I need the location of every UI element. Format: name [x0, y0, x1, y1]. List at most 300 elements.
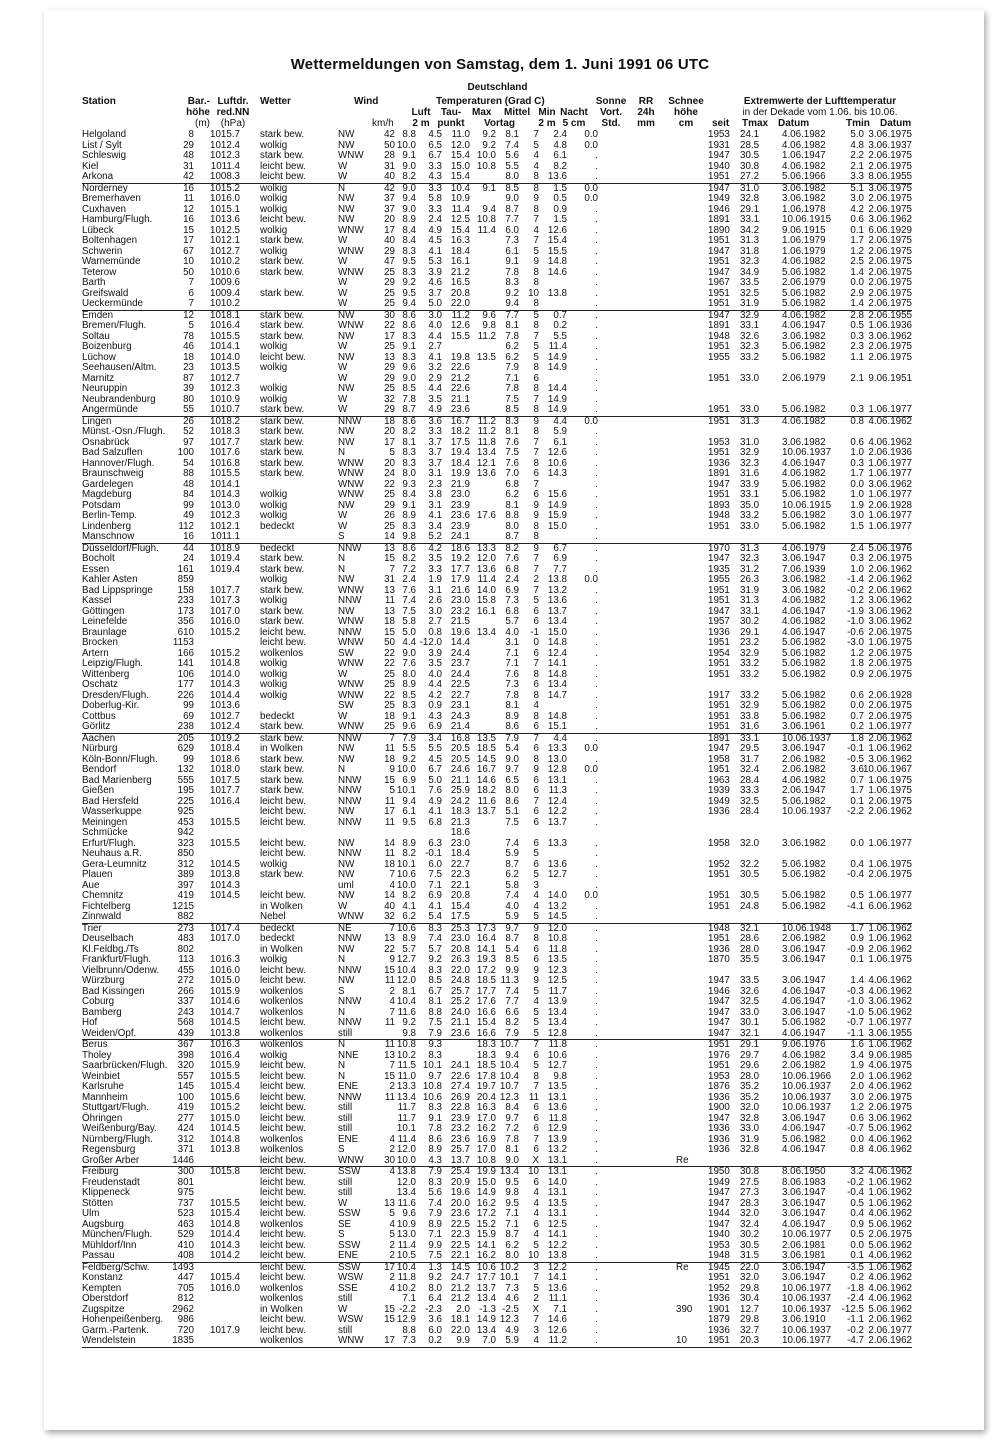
- cell-temp-mean: 14.1: [476, 1239, 496, 1251]
- table-row: [82, 807, 912, 818]
- cell-station: Boizenburg: [82, 341, 132, 352]
- cell-wind-speed: 11: [384, 743, 395, 754]
- cell-temp-air: 11.0: [397, 1070, 416, 1082]
- cell-temp-night: 7: [533, 235, 539, 246]
- cell-sunshine: 13.7: [547, 605, 567, 617]
- cell-temp-min: 6.2: [505, 341, 519, 352]
- cell-temp-max: 17.7: [450, 563, 470, 575]
- cell-rain: .: [595, 277, 598, 288]
- cell-temp-night: 9: [533, 415, 539, 427]
- cell-wind-speed: 29: [384, 372, 395, 384]
- cell-station: Lüchow: [82, 351, 116, 363]
- cell-weather: leicht bew.: [260, 1187, 306, 1198]
- cell-record-tmax-date: 1.06.1979: [782, 235, 826, 246]
- cell-record-tmax: 35.5: [740, 954, 760, 965]
- cell-temp-min: 7.3: [505, 679, 519, 690]
- cell-temp-night: 4: [533, 996, 539, 1007]
- cell-wind-speed: 30: [384, 1154, 395, 1166]
- cell-record-tmax-date: 5.06.1966: [782, 171, 826, 182]
- cell-temp-min: 6.2: [505, 351, 519, 363]
- cell-record-since: 1891: [708, 732, 730, 744]
- cell-record-tmin-date: 2.06.1962: [868, 1314, 912, 1325]
- cell-temp-night: 6: [533, 721, 539, 732]
- cell-wind-dir: N: [338, 447, 346, 458]
- cell-height: 367: [177, 1039, 194, 1050]
- cell-record-since: 1951: [708, 710, 730, 722]
- cell-temp-night: 5: [533, 1239, 539, 1251]
- cell-record-since: 1951: [708, 764, 730, 775]
- cell-wind-dir: WNW: [338, 150, 364, 161]
- table-row: [82, 417, 912, 428]
- cell-station: Emden: [82, 309, 114, 321]
- cell-height: 273: [177, 922, 194, 934]
- cell-record-tmin-date: 2.06.1975: [868, 351, 912, 363]
- cell-temp-air: 10.0: [396, 879, 416, 891]
- cell-wind-speed: 11: [384, 975, 395, 986]
- cell-weather: wolkig: [260, 383, 288, 394]
- cell-station: Cottbus: [82, 710, 116, 722]
- header-snow-line1: Schnee: [668, 96, 704, 107]
- cell-temp-night: 6: [533, 774, 539, 786]
- cell-wind-speed: 11: [384, 1039, 395, 1050]
- cell-dewpoint: 5.3: [428, 256, 442, 267]
- cell-temp-air: 9.5: [402, 287, 416, 299]
- cell-record-tmax: 32.5: [740, 287, 760, 299]
- cell-record-tmax: 33.3: [740, 785, 760, 796]
- cell-height: 557: [177, 1070, 194, 1082]
- cell-record-tmax-date: 5.06.1982: [782, 668, 826, 680]
- cell-record-since: 1947: [708, 1187, 730, 1198]
- cell-temp-min: 8.2: [505, 1017, 519, 1028]
- cell-sunshine: 13.1: [547, 1091, 567, 1103]
- cell-weather: leicht bew.: [260, 1102, 306, 1113]
- cell-temp-min: 8.7: [505, 933, 519, 944]
- cell-record-since: 1946: [708, 203, 730, 215]
- cell-rain: .: [595, 922, 598, 934]
- cell-wind-dir: NNW: [338, 595, 362, 606]
- cell-rain: .: [595, 245, 598, 257]
- cell-record-tmin: 2.9: [850, 287, 864, 299]
- cell-record-tmin: 1.4: [850, 975, 864, 986]
- cell-temp-air: 13.0: [396, 1229, 416, 1240]
- cell-record-tmin-date: 5.06.1962: [868, 1239, 912, 1251]
- cell-rain: .: [595, 985, 598, 997]
- cell-pressure: 1018.3: [210, 426, 240, 437]
- cell-record-tmin-date: 3.06.1962: [868, 478, 912, 490]
- cell-record-tmax: 30.5: [740, 890, 760, 901]
- cell-wind-dir: NW: [338, 203, 355, 215]
- cell-record-tmax-date: 5.06.1982: [782, 900, 826, 912]
- cell-record-tmax: 20.3: [740, 1335, 760, 1346]
- header-wind: Wind: [354, 96, 379, 107]
- cell-temp-night: 8: [533, 426, 539, 437]
- cell-weather: wolkig: [260, 193, 288, 204]
- cell-record-tmax: 30.2: [740, 1229, 760, 1240]
- cell-sunshine: 6.9: [553, 553, 567, 564]
- cell-station: Dresden/Flugh.: [82, 689, 149, 701]
- cell-record-tmax: 28.0: [740, 943, 760, 955]
- cell-temp-min: 7.9: [505, 1027, 519, 1039]
- cell-record-since: 1940: [708, 160, 730, 172]
- cell-dewpoint: 3.4: [428, 732, 442, 744]
- table-row: [82, 1029, 912, 1040]
- cell-temp-night: 7: [533, 553, 539, 564]
- cell-record-tmin-date: 4.06.1962: [868, 436, 912, 448]
- cell-rain: .: [595, 489, 598, 500]
- cell-dewpoint: 3.4: [428, 520, 442, 532]
- cell-temp-min: 7.4: [505, 890, 519, 901]
- cell-rain: .: [595, 996, 598, 1007]
- cell-temp-air: 5.0: [402, 626, 416, 638]
- cell-wind-dir: NW: [338, 214, 355, 225]
- cell-record-since: 1931: [708, 139, 730, 151]
- cell-dewpoint: 7.6: [428, 785, 442, 796]
- cell-height: 356: [177, 616, 194, 627]
- cell-temp-night: 4: [533, 1335, 539, 1346]
- cell-record-tmin: 0.3: [850, 404, 864, 415]
- cell-weather: leicht bew.: [260, 1091, 306, 1103]
- cell-wind-dir: W: [338, 510, 348, 521]
- cell-sunshine: 4.4: [553, 732, 567, 744]
- cell-record-tmin: 3.6: [850, 764, 864, 775]
- cell-temp-mean: 17.2: [476, 1208, 496, 1219]
- table-row: [82, 448, 912, 459]
- cell-station: Bad Salzuflen: [82, 447, 143, 458]
- cell-temp-night: 8: [533, 362, 539, 373]
- cell-height: 15: [183, 224, 194, 236]
- cell-temp-max: 19.9: [450, 468, 470, 479]
- cell-temp-max: 15.4: [450, 150, 470, 161]
- cell-wind-dir: N: [338, 553, 346, 564]
- cell-temp-min: 9.5: [505, 1197, 519, 1209]
- cell-temp-night: 6: [533, 1176, 539, 1188]
- cell-record-tmax-date: 2.06.1982: [782, 1060, 826, 1071]
- cell-temp-mean: 17.0: [476, 1112, 496, 1124]
- cell-temp-max: 22.1: [450, 1250, 470, 1261]
- cell-record-since: 1951: [708, 900, 730, 912]
- cell-station: Hannover/Flugh.: [82, 457, 155, 469]
- cell-record-tmin: 0.9: [850, 668, 864, 680]
- cell-record-tmin-date: 3.06.1955: [868, 1027, 912, 1039]
- cell-pressure: 1015.2: [210, 1102, 240, 1113]
- cell-rain: .: [595, 404, 598, 415]
- cell-wind-speed: 29: [384, 404, 395, 415]
- cell-temp-night: 4: [533, 224, 539, 236]
- cell-weather: leicht bew.: [260, 816, 306, 828]
- header-previous-day: Vortag: [484, 118, 515, 129]
- cell-temp-min: 7.1: [505, 658, 519, 669]
- cell-pressure: 1016.4: [210, 1049, 240, 1061]
- cell-height: 882: [177, 911, 194, 922]
- cell-temp-air: 8.3: [402, 700, 416, 711]
- cell-dewpoint: 4.0: [428, 668, 442, 680]
- cell-pressure: 1019.2: [210, 732, 240, 744]
- cell-station: Klippeneck: [82, 1187, 130, 1198]
- cell-temp-max: 20.5: [450, 753, 470, 765]
- cell-record-tmin-date: 1.06.1977: [868, 721, 912, 732]
- cell-sunshine: 14.3: [547, 468, 567, 479]
- cell-temp-air: 9.1: [402, 341, 416, 352]
- cell-temp-max: 18.4: [450, 457, 470, 469]
- cell-sunshine: 13.8: [547, 574, 567, 585]
- cell-temp-air: 11.7: [397, 1112, 416, 1124]
- table-row: [82, 818, 912, 829]
- cell-record-since: 1953: [708, 1239, 730, 1251]
- cell-record-tmin-date: 1.06.1962: [868, 1039, 912, 1050]
- cell-temp-air: 13.3: [396, 1081, 416, 1092]
- cell-temp-air: 8.6: [402, 320, 416, 331]
- cell-height: 141: [177, 658, 194, 669]
- cell-pressure: 1016.8: [210, 457, 240, 469]
- cell-height: 11: [183, 193, 194, 204]
- cell-pressure: 1015.8: [210, 1166, 240, 1177]
- cell-temp-min: 7.7: [505, 214, 519, 225]
- cell-pressure: 1012.1: [210, 520, 240, 532]
- cell-rain: .: [595, 732, 598, 744]
- cell-temp-night: 6: [533, 489, 539, 500]
- cell-temp-mean: 14.0: [476, 584, 496, 596]
- cell-temp-mean: 10.8: [476, 160, 496, 172]
- cell-pressure: 1012.5: [210, 224, 240, 236]
- cell-record-tmax: 26.3: [740, 574, 760, 585]
- cell-dewpoint: 3.3: [428, 182, 442, 194]
- cell-pressure: 1015.2: [210, 626, 240, 638]
- cell-temp-mean: 18.5: [476, 975, 496, 986]
- cell-temp-mean: 16.7: [476, 764, 496, 775]
- cell-sunshine: 4.4: [553, 415, 567, 427]
- cell-dewpoint: 7.9: [428, 1208, 442, 1219]
- cell-record-tmax-date: 3.06.1982: [782, 584, 826, 596]
- cell-height: 226: [177, 689, 194, 701]
- cell-sunshine: 10.6: [547, 457, 567, 469]
- cell-weather: stark bew.: [260, 150, 305, 161]
- region-group: [82, 184, 912, 311]
- cell-rain: .: [595, 721, 598, 732]
- cell-height: 225: [177, 795, 194, 807]
- cell-record-tmin-date: 3.06.1962: [868, 330, 912, 342]
- cell-temp-min: 5.5: [505, 160, 519, 172]
- cell-height: 44: [183, 542, 194, 554]
- cell-weather: wolkig: [260, 574, 288, 585]
- cell-weather: leicht bew.: [260, 1166, 306, 1177]
- cell-dewpoint: 2.3: [428, 478, 442, 490]
- cell-record-tmax-date: 7.06.1939: [782, 563, 826, 575]
- cell-temp-mean: 11.6: [477, 795, 496, 807]
- cell-sunshine: 13.8: [547, 287, 567, 299]
- cell-temp-max: 23.6: [450, 1133, 470, 1145]
- cell-wind-speed: 40: [384, 235, 395, 246]
- cell-station: Mühldorf/Inn: [82, 1239, 137, 1251]
- cell-wind-speed: 14: [384, 890, 395, 901]
- cell-record-tmax-date: 9.06.1915: [782, 224, 826, 236]
- cell-station: Lingen: [82, 415, 112, 427]
- cell-height: 453: [177, 816, 194, 828]
- cell-record-since: 1951: [708, 235, 730, 246]
- cell-weather: wolkenlos: [260, 1293, 304, 1304]
- cell-temp-min: 8.7: [505, 203, 519, 215]
- cell-temp-min: 7.6: [505, 553, 519, 564]
- cell-wind-speed: 22: [384, 320, 395, 331]
- cell-record-tmax: 28.4: [740, 806, 760, 817]
- cell-height: 78: [183, 330, 194, 342]
- table-row: [82, 1061, 912, 1072]
- cell-temp-air: 9.5: [402, 816, 416, 828]
- cell-temp-mean: 9.6: [482, 309, 496, 321]
- cell-rain: .: [595, 171, 598, 182]
- cell-temp-mean: 16.6: [476, 1027, 496, 1039]
- cell-record-since: 1951: [708, 415, 730, 427]
- cell-weather: bedeckt: [260, 710, 295, 722]
- cell-height: 7: [188, 277, 194, 288]
- cell-station: Ueckermünde: [82, 298, 143, 309]
- cell-wind-dir: NW: [338, 837, 355, 849]
- cell-record-tmin: 0.5: [850, 1197, 864, 1209]
- cell-temp-max: 24.7: [450, 1272, 470, 1283]
- cell-record-tmax-date: 3.06.1947: [782, 1187, 826, 1198]
- cell-record-tmin: 0.7: [850, 710, 864, 722]
- header-max: Max: [472, 107, 492, 118]
- table-row: [82, 670, 912, 681]
- cell-temp-air: 8.4: [402, 224, 416, 236]
- cell-height: 112: [178, 520, 194, 532]
- table-row: [82, 722, 912, 733]
- cell-record-since: 1958: [708, 753, 730, 765]
- cell-record-tmin-date: 1.06.1962: [868, 1070, 912, 1082]
- cell-record-tmin: 0.1: [850, 1250, 864, 1261]
- cell-temp-night: 6: [533, 1123, 539, 1134]
- cell-height: 1446: [172, 1154, 194, 1166]
- cell-wind-speed: 13: [384, 1197, 395, 1209]
- cell-sunshine: 13.2: [547, 1144, 567, 1155]
- cell-temp-night: 6: [533, 954, 539, 965]
- cell-temp-night: 9: [533, 510, 539, 521]
- cell-temp-night: 4: [533, 1187, 539, 1198]
- cell-weather: stark bew.: [260, 605, 305, 617]
- cell-wind-speed: 5: [389, 1229, 395, 1240]
- cell-rain: .: [595, 785, 598, 796]
- cell-pressure: 1013.8: [210, 869, 240, 880]
- cell-wind-dir: W: [338, 1197, 348, 1209]
- cell-record-tmin: 3.2: [850, 1166, 864, 1177]
- cell-rain: .: [595, 869, 598, 880]
- cell-record-tmax: 33.5: [740, 975, 760, 986]
- cell-record-tmax: 24.1: [740, 129, 760, 140]
- cell-rain: .: [595, 383, 598, 394]
- header-extremes-line1: Extremwerte der Lufttemperatur: [743, 96, 897, 107]
- cell-rain: .: [595, 1081, 598, 1092]
- cell-record-since: 1951: [708, 1335, 730, 1346]
- cell-station: Oberstdorf: [82, 1293, 129, 1304]
- cell-wind-dir: still: [338, 1123, 353, 1134]
- cell-pressure: 1017.7: [210, 584, 240, 596]
- cell-temp-air: 12.0: [396, 975, 416, 986]
- cell-record-tmin: 1.2: [850, 647, 864, 659]
- table-row: [82, 744, 912, 755]
- cell-sunshine: 13.5: [547, 1197, 567, 1209]
- cell-record-tmin-date: 3.06.1962: [868, 605, 912, 617]
- cell-record-tmax: 32.0: [740, 1272, 760, 1283]
- cell-pressure: 1014.0: [210, 351, 240, 363]
- cell-weather: wolkig: [260, 679, 288, 690]
- cell-station: Hof: [82, 1017, 98, 1028]
- cell-temp-max: 2.0: [456, 1303, 470, 1315]
- cell-height: 1153: [172, 637, 194, 648]
- cell-dewpoint: 5.4: [428, 911, 442, 922]
- cell-temp-night: 3: [533, 879, 539, 891]
- table-row: [82, 955, 912, 966]
- cell-temp-night: 5: [533, 595, 539, 606]
- cell-weather: stark bew.: [260, 785, 305, 796]
- cell-weather: stark bew.: [260, 753, 305, 765]
- cell-wind-dir: NW: [338, 351, 355, 363]
- cell-pressure: 1017.0: [210, 605, 240, 617]
- cell-wind-dir: WNW: [338, 1335, 364, 1346]
- cell-temp-mean: 12.0: [476, 553, 496, 564]
- cell-record-tmax: 29.1: [740, 203, 760, 215]
- cell-record-tmin: 2.1: [850, 160, 864, 172]
- cell-sunshine: 13.3: [547, 837, 567, 849]
- cell-temp-air: 11.4: [397, 1133, 416, 1145]
- cell-wind-dir: WSW: [338, 1272, 364, 1283]
- cell-record-tmax-date: 3.06.1982: [782, 182, 826, 194]
- cell-pressure: 1013.8: [210, 1027, 240, 1039]
- cell-record-tmin: 1.2: [850, 595, 864, 606]
- cell-weather: stark bew.: [260, 869, 305, 880]
- cell-temp-mean: 14.9: [476, 1187, 496, 1198]
- cell-station: Köln-Bonn/Flugh.: [82, 753, 158, 765]
- cell-temp-min: 7.5: [505, 393, 519, 405]
- cell-record-tmax: 30.8: [740, 160, 760, 172]
- cell-temp-night: 7: [533, 1081, 539, 1092]
- cell-weather: wolkenlos: [260, 1006, 304, 1018]
- cell-temp-max: 23.9: [450, 499, 470, 511]
- cell-rain: .: [595, 933, 598, 944]
- cell-rain: .: [595, 1123, 598, 1134]
- cell-dewpoint: 4.6: [428, 277, 442, 288]
- cell-wind-dir: NW: [338, 436, 355, 448]
- cell-record-since: 1947: [708, 1017, 730, 1028]
- cell-record-since: 1944: [708, 1208, 730, 1219]
- cell-pressure: 1018.0: [210, 764, 240, 775]
- cell-pressure: 1012.7: [210, 245, 240, 257]
- cell-weather: bedeckt: [260, 520, 295, 532]
- cell-record-tmin-date: 1.06.1975: [868, 774, 912, 786]
- cell-temp-night: 4: [533, 700, 539, 711]
- cell-record-tmin-date: 4.06.1962: [868, 1272, 912, 1283]
- cell-weather: stark bew.: [260, 309, 305, 321]
- cell-height: 529: [177, 1229, 194, 1240]
- cell-pressure: 1014.8: [210, 658, 240, 669]
- cell-record-since: 1947: [708, 1027, 730, 1039]
- cell-record-tmin: 4.2: [850, 203, 864, 215]
- cell-record-tmin-date: 5.06.1962: [868, 1006, 912, 1018]
- cell-station: Stuttgart/Flugh.: [82, 1102, 149, 1113]
- cell-record-tmin-date: 1.06.1975: [868, 858, 912, 870]
- cell-temp-min: 4.9: [505, 1324, 519, 1336]
- region-group: [82, 734, 912, 924]
- cell-height: 88: [183, 468, 194, 479]
- cell-temp-min: 8.7: [505, 1229, 519, 1240]
- cell-sunshine: 10.6: [547, 1049, 567, 1061]
- cell-dewpoint: 3.7: [428, 436, 442, 448]
- cell-temp-max: 23.6: [450, 1208, 470, 1219]
- cell-record-tmin: -0.4: [847, 869, 864, 880]
- cell-wind-dir: WNW: [338, 245, 364, 257]
- header-height-line3: (m): [195, 118, 210, 129]
- cell-wind-dir: still: [338, 1112, 353, 1124]
- table-row: [82, 1230, 912, 1241]
- cell-wind-speed: 22: [384, 647, 395, 659]
